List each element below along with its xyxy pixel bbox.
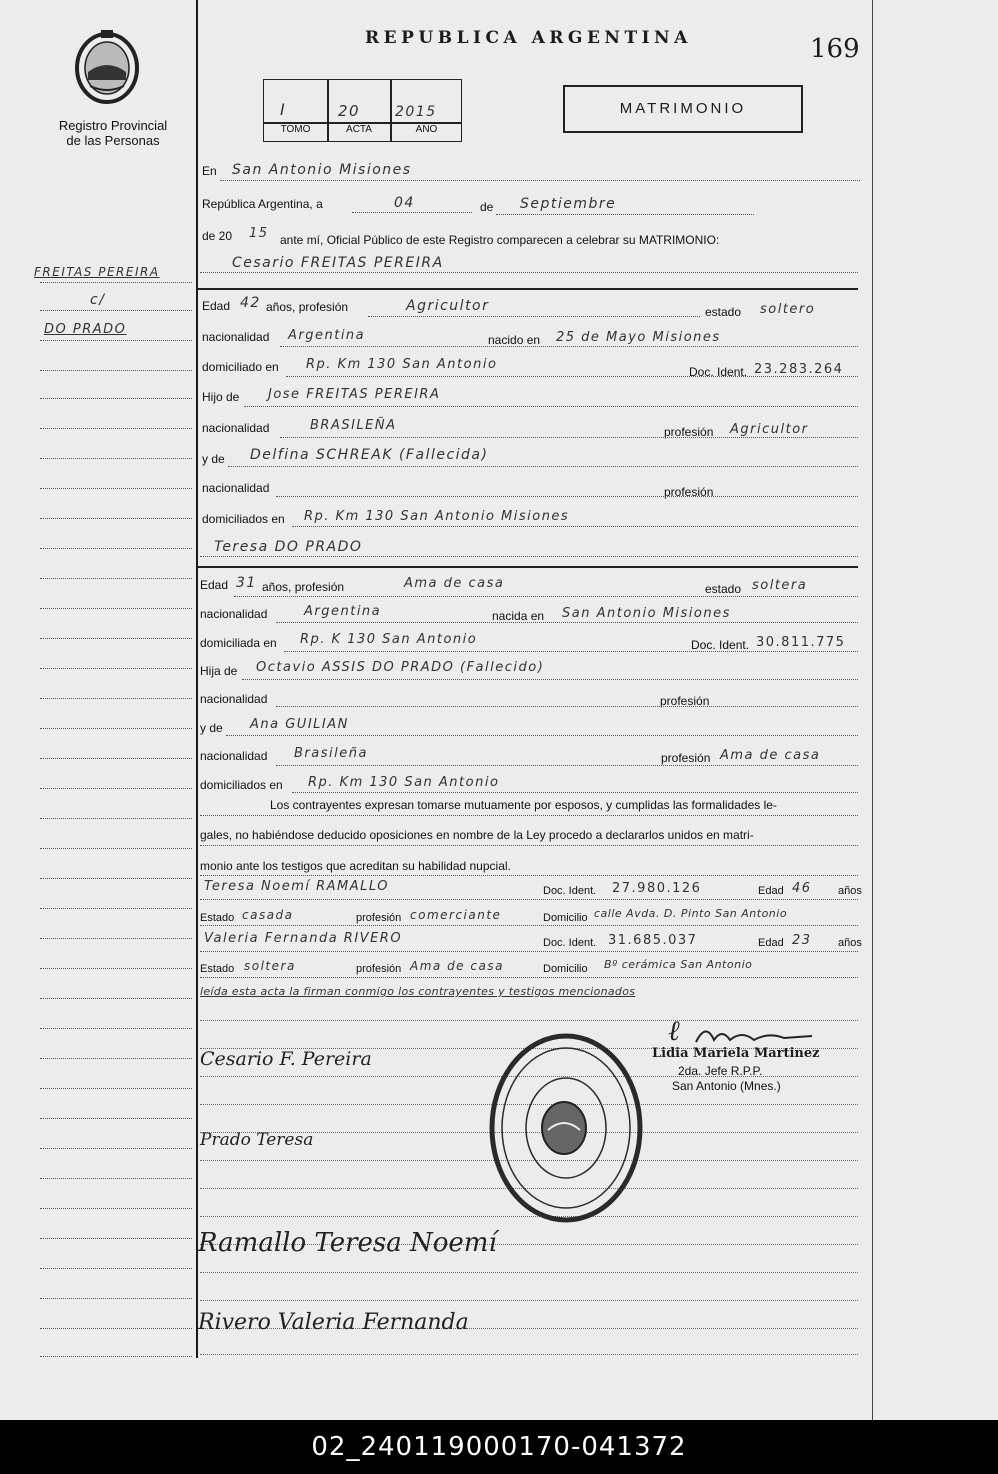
ano-value: 2015 xyxy=(395,104,437,120)
groom-doc-label: Doc. Ident. xyxy=(689,365,748,379)
month-value: Septiembre xyxy=(520,196,617,212)
closing-note: leída esta acta la firman conmigo los contrayentes y testigos mencionados xyxy=(200,985,636,998)
witness1-anos-label: años xyxy=(838,885,862,897)
groom-name: Cesario FREITAS PEREIRA xyxy=(232,255,444,271)
registry-name-line2: de las Personas xyxy=(66,133,160,148)
margin-surname-2: DO PRADO xyxy=(44,322,127,337)
country-heading: REPUBLICA ARGENTINA xyxy=(365,28,692,48)
witness1-signature: Ramallo Teresa Noemí xyxy=(198,1228,497,1258)
groom-estado-value: soltero xyxy=(760,302,816,317)
bride-nacida-label: nacida en xyxy=(492,609,545,623)
official-round-seal-icon xyxy=(486,1030,646,1226)
witness1-profesion-label: profesión xyxy=(356,912,402,924)
republica-label: República Argentina, a xyxy=(202,197,323,211)
groom-mother-name: Delfina SCHREAK (Fallecida) xyxy=(250,447,489,463)
bride-mother-nac-label: nacionalidad xyxy=(200,749,268,763)
witness1-estado-value: casada xyxy=(242,908,294,922)
groom-profesion-label: años, profesión xyxy=(266,300,349,314)
de-label: de xyxy=(480,200,494,214)
groom-father-prof-value: Agricultor xyxy=(730,422,809,437)
groom-yde-label: y de xyxy=(202,452,225,466)
witness1-profesion-value: comerciante xyxy=(410,908,502,922)
groom-domicilio-value: Rp. Km 130 San Antonio xyxy=(306,357,498,372)
groom-parents-dom-value: Rp. Km 130 San Antonio Misiones xyxy=(304,509,570,524)
witness2-signature: Rivero Valeria Fernanda xyxy=(198,1310,469,1335)
bride-hija-label: Hija de xyxy=(200,664,238,678)
groom-estado-label: estado xyxy=(705,305,742,319)
tomo-label: TOMO xyxy=(280,124,311,135)
witness2-profesion-label: profesión xyxy=(356,963,402,975)
bride-nacionalidad-value: Argentina xyxy=(304,604,382,619)
official-signature-mark: ℓ xyxy=(668,1014,680,1047)
bride-nacionalidad-label: nacionalidad xyxy=(200,607,268,621)
witness2-doc-value: 31.685.037 xyxy=(608,933,698,948)
official-place: San Antonio (Mnes.) xyxy=(672,1079,781,1093)
bride-section-rule xyxy=(198,566,858,568)
bride-father-nac-label: nacionalidad xyxy=(200,692,268,706)
bride-estado-label: estado xyxy=(705,582,742,596)
bride-doc-value: 30.811.775 xyxy=(756,635,846,650)
bride-domicilio-value: Rp. K 130 San Antonio xyxy=(300,632,478,647)
groom-domicilio-label: domiciliado en xyxy=(202,360,279,374)
margin-surname-1: FREITAS PEREIRA xyxy=(34,265,160,279)
witness1-edad-label: Edad xyxy=(758,885,784,897)
ano-label: AÑO xyxy=(415,124,438,135)
declaration-line3: monio ante los testigos que acreditan su habilidad nupcial. xyxy=(200,859,511,873)
groom-doc-value: 23.283.264 xyxy=(754,362,844,377)
column-rule xyxy=(196,0,198,1358)
tomo-value: I xyxy=(280,100,287,119)
witness1-doc-label: Doc. Ident. xyxy=(543,885,597,897)
official-signature-scribble-icon xyxy=(694,1018,814,1048)
bride-father-prof-label: profesión xyxy=(660,694,710,708)
groom-hijo-label: Hijo de xyxy=(202,390,240,404)
groom-signature: Cesario F. Pereira xyxy=(200,1048,372,1070)
witness1-estado-label: Estado xyxy=(200,912,235,924)
official-name: Lidia Mariela Martinez xyxy=(652,1046,820,1061)
acta-label: ACTA xyxy=(346,124,372,135)
acta-value: 20 xyxy=(338,102,361,120)
groom-section-rule xyxy=(198,288,858,290)
bride-yde-label: y de xyxy=(200,721,223,735)
bride-profesion-value: Ama de casa xyxy=(404,576,505,591)
bride-parents-dom-value: Rp. Km 130 San Antonio xyxy=(308,775,500,790)
witness2-name: Valeria Fernanda RIVERO xyxy=(204,931,403,946)
witness2-profesion-value: Ama de casa xyxy=(410,959,504,973)
provincial-emblem-icon xyxy=(68,28,146,106)
witness2-domicilio-label: Domicilio xyxy=(543,963,588,975)
margin-connector: c/ xyxy=(90,292,106,308)
witness1-name: Teresa Noemí RAMALLO xyxy=(204,879,389,894)
bride-profesion-label: años, profesión xyxy=(262,580,345,594)
groom-father-nac-value: BRASILEÑA xyxy=(310,418,397,433)
groom-father-prof-label: profesión xyxy=(664,425,714,439)
witness2-domicilio-value: Bº cerámica San Antonio xyxy=(604,958,753,971)
bride-estado-value: soltera xyxy=(752,578,808,593)
witness2-estado-label: Estado xyxy=(200,963,235,975)
groom-nacido-label: nacido en xyxy=(488,333,541,347)
bride-doc-label: Doc. Ident. xyxy=(691,638,750,652)
page-edge-rule xyxy=(872,0,873,1420)
groom-edad-value: 42 xyxy=(240,295,261,311)
bride-edad-value: 31 xyxy=(236,575,257,591)
en-label: En xyxy=(202,164,217,178)
scan-id-footer: 02_240119000170-041372 xyxy=(0,1420,998,1474)
bride-nacida-value: San Antonio Misiones xyxy=(562,606,731,621)
official-title: 2da. Jefe R.P.P. xyxy=(678,1064,763,1078)
bride-signature: Prado Teresa xyxy=(200,1130,314,1150)
witness2-edad-value: 23 xyxy=(792,933,812,948)
intro-statement: ante mí, Oficial Público de este Registro comparecen a celebrar su MATRIMONIO: xyxy=(280,233,720,247)
bride-domicilio-label: domiciliada en xyxy=(200,636,277,650)
witness1-edad-value: 46 xyxy=(792,881,812,896)
witness1-doc-value: 27.980.126 xyxy=(612,881,702,896)
bride-mother-prof-label: profesión xyxy=(661,751,711,765)
bride-mother-name: Ana GUILIAN xyxy=(250,717,349,732)
bride-parents-dom-label: domiciliados en xyxy=(200,778,283,792)
witness1-domicilio-label: Domicilio xyxy=(543,912,588,924)
bride-edad-label: Edad xyxy=(200,578,229,592)
doc-type-box: MATRIMONIO xyxy=(563,85,803,133)
groom-nacionalidad-label: nacionalidad xyxy=(202,330,270,344)
groom-parents-dom-label: domiciliados en xyxy=(202,512,285,526)
witness1-domicilio-value: calle Avda. D. Pinto San Antonio xyxy=(594,907,788,920)
bride-mother-nac-value: Brasileña xyxy=(294,746,368,761)
groom-father-name: Jose FREITAS PEREIRA xyxy=(268,387,441,402)
bride-mother-prof-value: Ama de casa xyxy=(720,748,821,763)
groom-mother-prof-label: profesión xyxy=(664,485,714,499)
day-value: 04 xyxy=(394,195,415,211)
en-value: San Antonio Misiones xyxy=(232,162,412,178)
page-number: 169 xyxy=(810,34,860,64)
groom-father-nac-label: nacionalidad xyxy=(202,421,270,435)
witness2-estado-value: soltera xyxy=(244,959,296,973)
groom-edad-label: Edad xyxy=(202,299,231,313)
year-prefix: de 20 xyxy=(202,229,233,243)
groom-mother-nac-label: nacionalidad xyxy=(202,481,270,495)
declaration-line1: Los contrayentes expresan tomarse mutuamente por esposos, y cumplidas las formalidades le- xyxy=(270,798,777,812)
registry-name-line1: Registro Provincial xyxy=(58,118,168,133)
witness2-doc-label: Doc. Ident. xyxy=(543,937,597,949)
bride-father-name: Octavio ASSIS DO PRADO (Fallecido) xyxy=(256,660,545,675)
groom-nacionalidad-value: Argentina xyxy=(288,328,366,343)
witness2-edad-label: Edad xyxy=(758,937,784,949)
bride-name: Teresa DO PRADO xyxy=(214,539,363,555)
declaration-line2: gales, no habiéndose deducido oposiciones en nombre de la Ley procedo a declararlos unidos en matri- xyxy=(200,828,754,842)
groom-profesion-value: Agricultor xyxy=(406,298,490,314)
witness2-anos-label: años xyxy=(838,937,862,949)
record-box xyxy=(263,79,462,142)
groom-nacido-value: 25 de Mayo Misiones xyxy=(556,330,721,345)
year-value: 15 xyxy=(249,226,269,241)
